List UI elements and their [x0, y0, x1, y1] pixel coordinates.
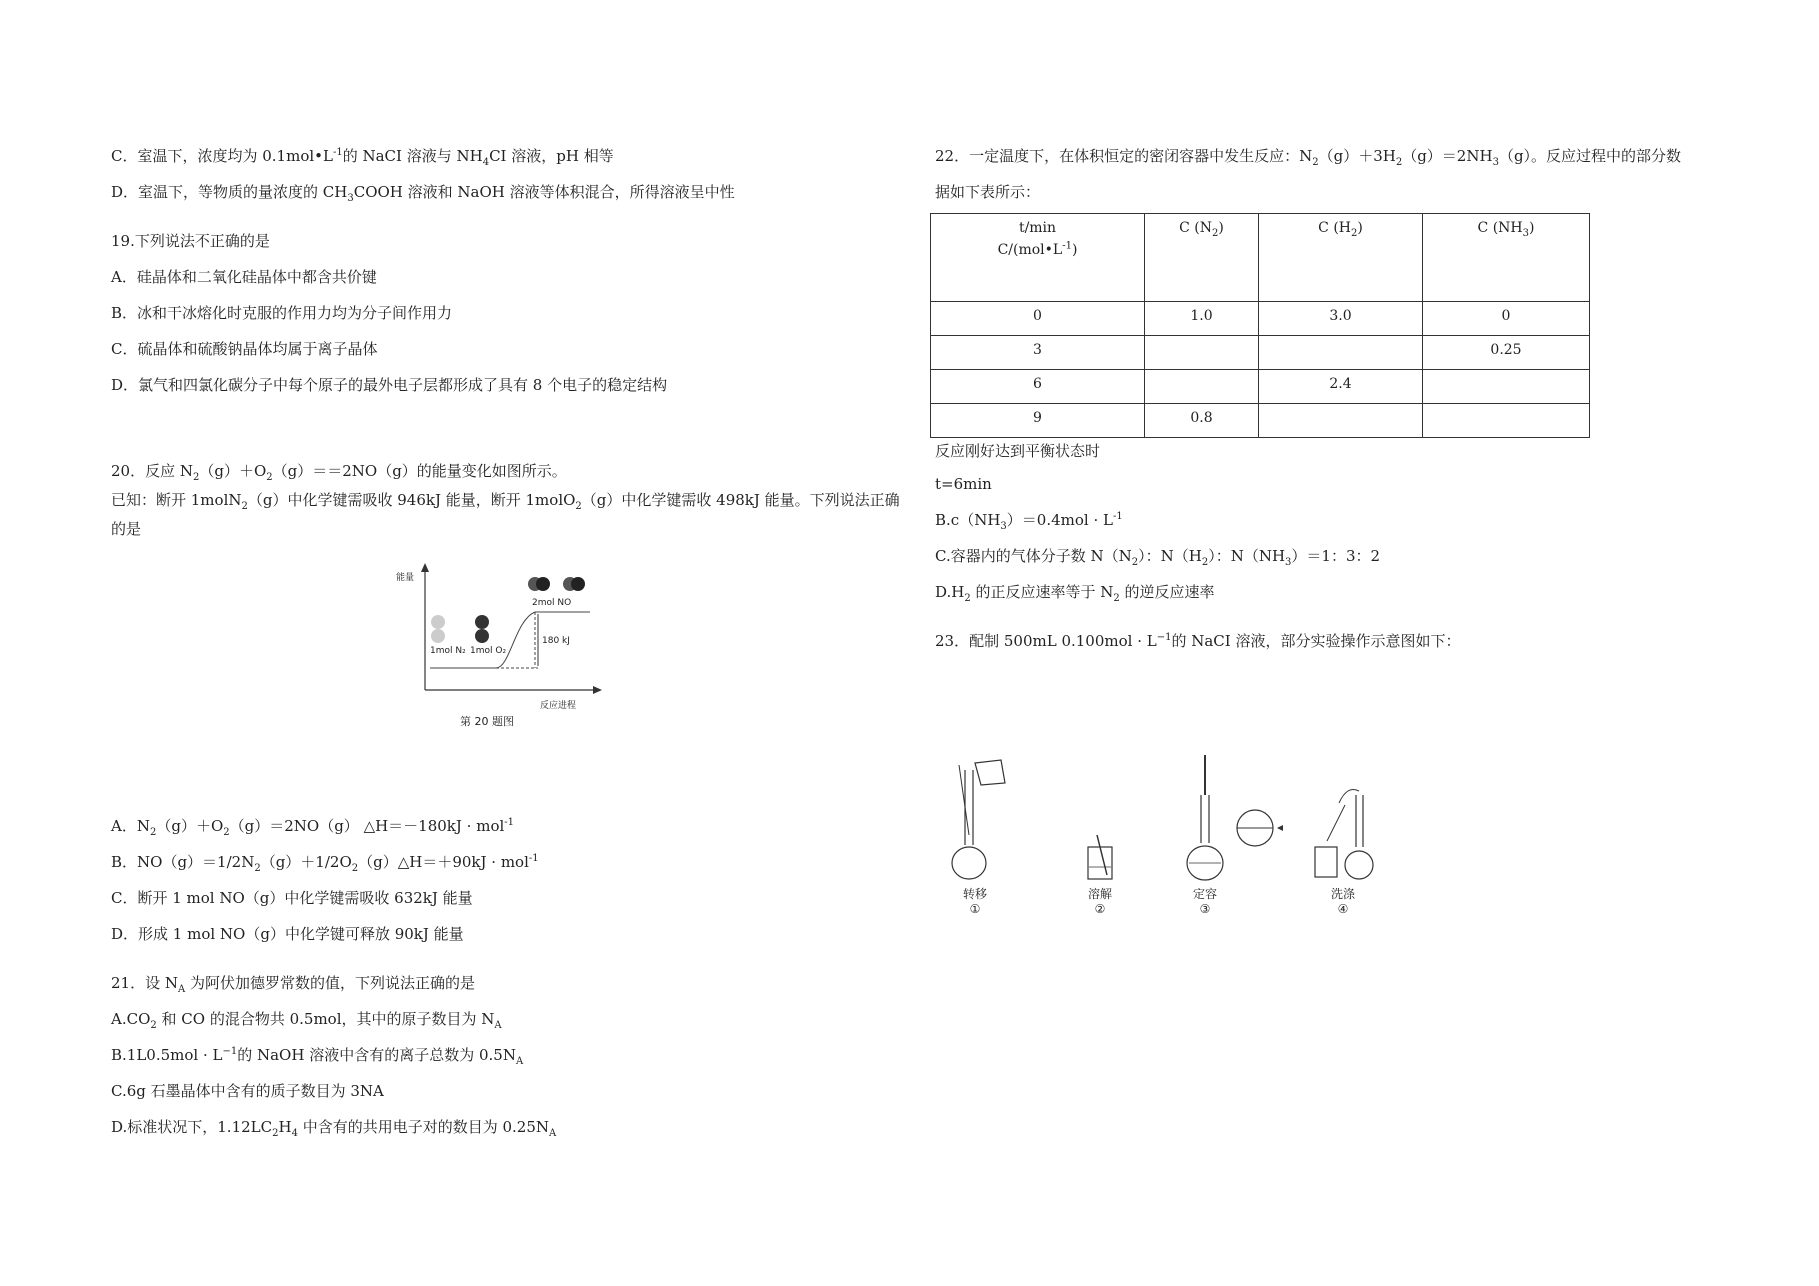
no-label: 2mol NO	[532, 598, 572, 608]
volume-apparatus-icon	[1187, 755, 1283, 880]
q21-option-d: D.标准状况下，$1.12LC_2H_4$ 中含有的共用电子对的数目为 $0.25N_A$	[111, 1118, 557, 1139]
step-label-1	[955, 885, 995, 916]
header-n2: C $(N_2)$	[1145, 214, 1259, 302]
y-axis-label: 能量	[396, 573, 415, 583]
q21-option-a: $A.CO_2$ 和 CO 的混合物共 0.5mol，其中的原子数目为 $N_A$	[111, 1010, 502, 1031]
q22-stem-line2: 据如下表所示：	[935, 183, 1041, 201]
n2-molecule-icon	[431, 615, 445, 629]
cell-h2	[1259, 404, 1423, 438]
header-h2: C $(H_2)$	[1259, 214, 1423, 302]
q22-stem-line1: 22．一定温度下，在体积恒定的密闭容器中发生反应：$N_2(g)+3H_2(g)=2NH_3(g)$。反应过程中的部分数	[935, 147, 1682, 168]
cell-nh3	[1423, 404, 1590, 438]
x-axis-label: 反应进程	[540, 701, 577, 711]
q23-stem: 23．配制 500mL $0.100mol \cdot L^{-1}$的 NaCI 溶液，部分实验操作示意图如下：	[935, 632, 1461, 650]
energy-diagram	[390, 560, 610, 730]
table-row	[931, 336, 1590, 370]
table-row	[931, 404, 1590, 438]
step-label-4	[1323, 885, 1363, 916]
energy-diagram-svg	[390, 560, 610, 730]
q20-option-b: B．$NO(g)=1/2N_2(g)+1/2O_2(g)\triangle H=+90kJ \cdot mol^{-1}$	[111, 853, 539, 874]
step-name: 定容	[1192, 887, 1217, 901]
q20-stem: 20．反应 $N_2(g)+O_2(g)==2NO(g)$的能量变化如图所示。	[111, 462, 567, 483]
table-row	[931, 370, 1590, 404]
cell-time: 3	[931, 336, 1145, 370]
transfer-apparatus-icon	[952, 760, 1005, 879]
cell-n2: 1.0	[1145, 302, 1259, 336]
n2-atom-icon	[431, 629, 445, 643]
step-name: 洗涤	[1330, 887, 1355, 901]
q22-option-d: $D.H_2$ 的正反应速率等于 $N_2$ 的逆反应速率	[935, 583, 1215, 604]
q19-stem: 19.下列说法不正确的是	[111, 232, 270, 250]
q20-option-c: C．断开 1 mol NO（g）中化学键需吸收 632kJ 能量	[111, 889, 473, 907]
q18-option-d: D．室温下，等物质的量浓度的 $CH_3COOH$ 溶液和 NaOH 溶液等体积混合，所得溶液呈中性	[111, 183, 735, 204]
q18-option-c: C．室温下，浓度均为 $0.1mol•L^{-1}$的 NaCI 溶液与 $NH_4CI$ 溶液，pH 相等	[111, 147, 614, 168]
no-atom-icon-2	[571, 577, 585, 591]
o2-molecule-icon	[475, 615, 489, 629]
q22-after-table: 反应刚好达到平衡状态时	[935, 442, 1101, 460]
step-number: ①	[969, 902, 981, 916]
cell-h2	[1259, 336, 1423, 370]
cell-n2: 0.8	[1145, 404, 1259, 438]
step-number: ②	[1094, 902, 1106, 916]
step-label-2	[1080, 885, 1120, 916]
delta-label: 180 kJ	[542, 636, 570, 646]
cell-nh3: 0	[1423, 302, 1590, 336]
dissolve-apparatus-icon	[1088, 835, 1112, 879]
header-time: t/min	[1018, 220, 1057, 236]
step-name: 转移	[962, 887, 987, 901]
n2-label: 1mol N₂	[430, 646, 466, 656]
q19-option-d: D．氯气和四氯化碳分子中每个原子的最外电子层都形成了具有 8 个电子的稳定结构	[111, 376, 668, 394]
q22-data-table	[930, 213, 1590, 438]
wash-apparatus-icon	[1315, 790, 1373, 880]
step-label-3	[1185, 885, 1225, 916]
cell-nh3: 0.25	[1423, 336, 1590, 370]
energy-curve	[496, 612, 535, 668]
cell-n2	[1145, 336, 1259, 370]
table-row	[931, 302, 1590, 336]
cell-time: 9	[931, 404, 1145, 438]
o2-atom-icon	[475, 629, 489, 643]
figure-caption: 第 20 题图	[460, 715, 514, 728]
header-nh3: C $(NH_3)$	[1423, 214, 1590, 302]
header-conc: $C/(mol•L^{-1})$	[997, 240, 1078, 258]
step-name: 溶解	[1087, 887, 1112, 901]
no-atom-icon	[536, 577, 550, 591]
cell-time: 6	[931, 370, 1145, 404]
y-axis-arrow	[421, 563, 429, 572]
q21-option-b: $B.1L0.5mol \cdot L^{-1}$的 NaOH 溶液中含有的离子总数为 $0.5N_A$	[111, 1046, 524, 1067]
x-axis-arrow	[593, 686, 602, 694]
q20-option-a: A．$N_2(g)+O_2(g)=2NO(g)$ △H＝－180kJ · mol$^{-1}$	[111, 817, 515, 838]
q22-option-c: C.容器内的气体分子数 $N(N_2)$：$N(H_2)$：$N(NH_3)=1$：3：2	[935, 547, 1381, 568]
q20-option-d: D．形成 1 mol NO（g）中化学键可释放 90kJ 能量	[111, 925, 464, 943]
o2-label: 1mol O₂	[470, 646, 507, 656]
table-header-row	[931, 214, 1590, 302]
cell-h2: 3.0	[1259, 302, 1423, 336]
q22-option-b: $B.c(NH_3)=0.4mol \cdot L^{-1}$	[935, 511, 1123, 532]
cell-nh3	[1423, 370, 1590, 404]
q21-option-c: C.6g 石墨晶体中含有的质子数目为 3NA	[111, 1082, 384, 1100]
lab-operations-figure	[935, 755, 1395, 925]
step-number: ③	[1199, 902, 1211, 916]
lab-operations-svg	[935, 755, 1395, 885]
q22-option-a: t=6min	[935, 475, 992, 493]
q21-stem: 21．设 $N_A$ 为阿伏加德罗常数的值，下列说法正确的是	[111, 974, 475, 995]
q20-known: 已知：断开 1molN$_2$（g）中化学键需吸收 946kJ 能量，断开 1molO$_2$（g）中化学键需收 498kJ 能量。下列说法正确的是	[111, 491, 900, 538]
header-corner	[931, 214, 1145, 302]
cell-n2	[1145, 370, 1259, 404]
q19-option-b: B．冰和干冰熔化时克服的作用力均为分子间作用力	[111, 304, 453, 322]
q19-option-a: A．硅晶体和二氧化硅晶体中都含共价键	[111, 268, 377, 286]
step-number: ④	[1337, 902, 1349, 916]
cell-time: 0	[931, 302, 1145, 336]
q19-option-c: C．硫晶体和硫酸钠晶体均属于离子晶体	[111, 340, 378, 358]
cell-h2: 2.4	[1259, 370, 1423, 404]
